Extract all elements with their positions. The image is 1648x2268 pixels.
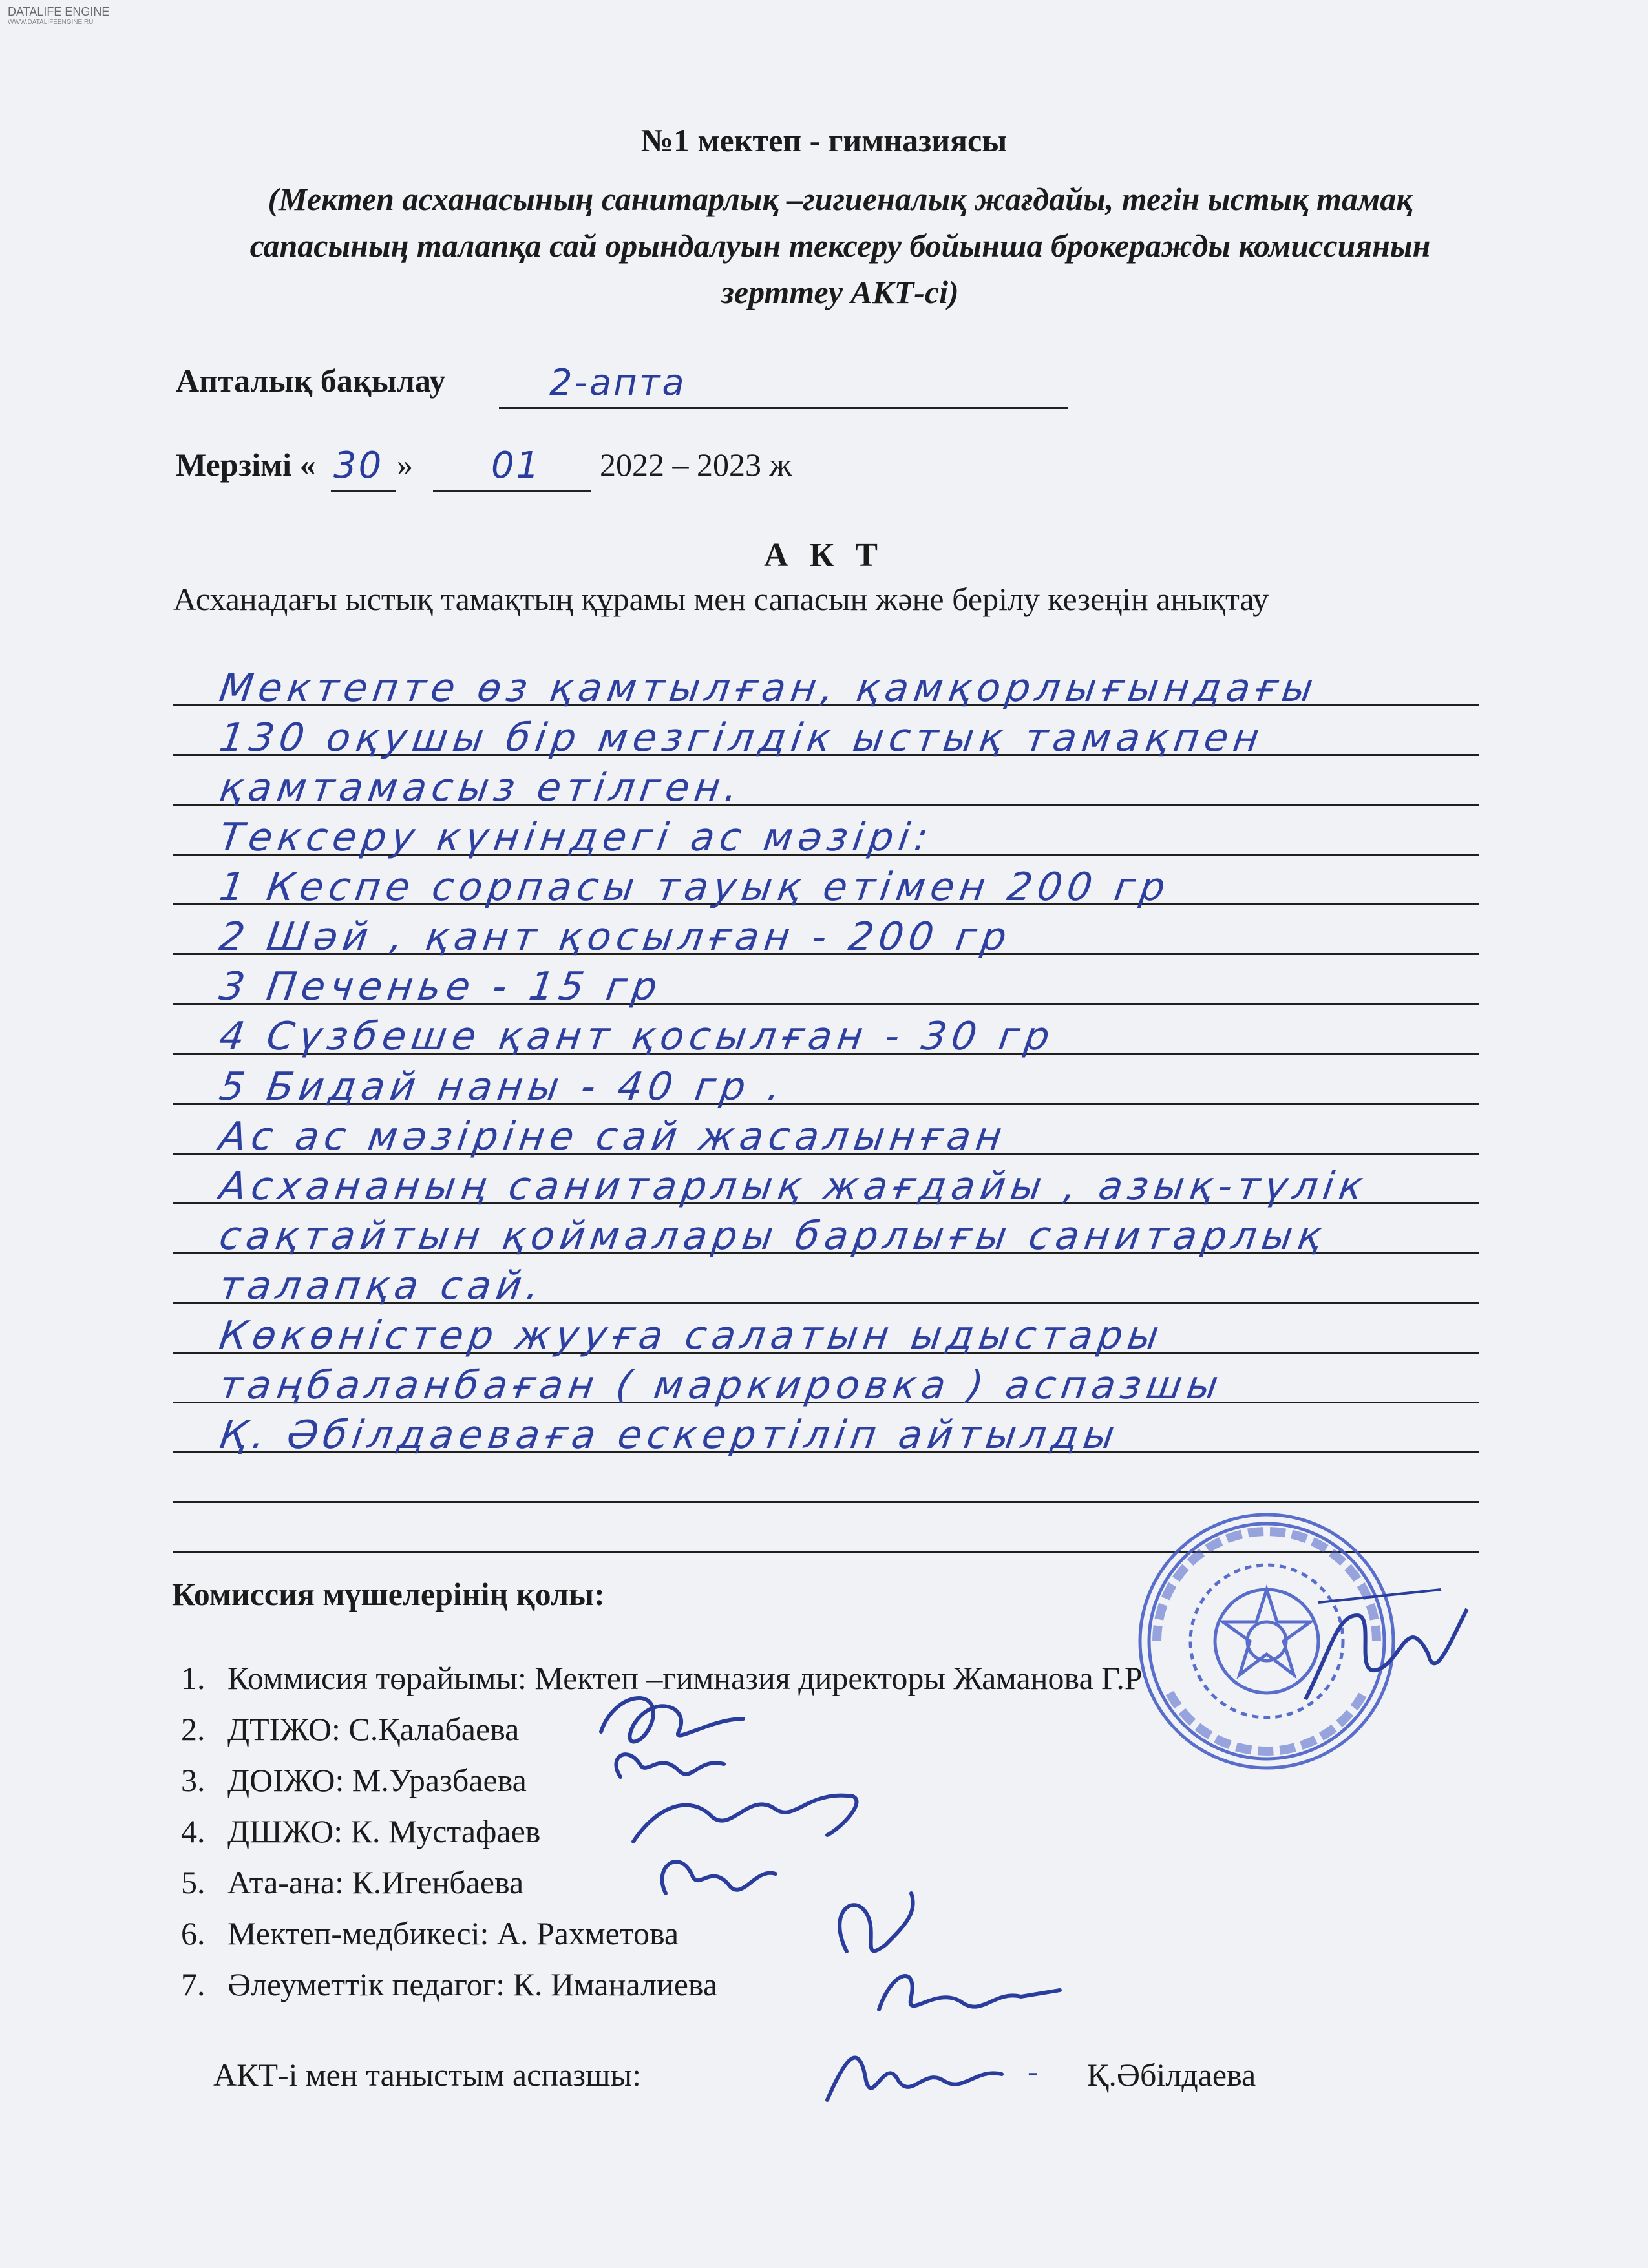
member-number: 3. [181,1762,206,1798]
pedagog-signature [866,1951,1073,2029]
signature-rakhmetova [840,1893,913,1951]
handwritten-line: Тексеру күніндегі ас мәзірі: [217,815,936,860]
cook-name: Қ.Әбілдаева [1087,2057,1256,2093]
member-number: 1. [181,1660,206,1696]
member-number: 2. [181,1711,206,1747]
member-text: ДОІЖО: М.Уразбаева [227,1762,527,1798]
cook-signature [814,2029,1021,2119]
member-text: Әлеуметтік педагог: К. Иманалиева [227,1966,718,2002]
handwritten-line: Ас ас мәзіріне сай жасалынған [217,1114,1010,1159]
member-text: Коммисия төрайымы: Мектеп –гимназия директоры Жаманова Г.Р [227,1660,1143,1696]
document-subtitle: (Мектеп асханасының санитарлық –гигиеналық жағдайы, тегін ыстық тамақ сапасының талапқа сай орындалуын тексеру бойынша брокеражды комиссиянын зерттеу АКТ-сі) [249,181,1431,310]
date-separator: » [397,446,413,483]
handwritten-line: қамтамасыз етілген. [217,765,746,810]
member-number: 4. [181,1813,206,1849]
member-number: 5. [181,1864,206,1900]
handwritten-line: 3 Печенье - 15 гр [217,964,665,1009]
member-text: Мектеп-медбикесі: А. Рахметова [227,1915,679,1951]
handwritten-line: сақтайтын қоймалары барлығы санитарлық [217,1213,1330,1259]
watermark-tagline: WWW.DATALIFEENGINE.RU [8,19,94,26]
member-text: ДТІЖО: С.Қалабаева [227,1711,520,1747]
commission-heading: Комиссия мүшелерінің қолы: [172,1576,605,1612]
member-number: 6. [181,1915,206,1951]
watermark [8,5,109,26]
handwritten-line: 5 Бидай наны - 40 гр . [217,1064,789,1109]
ack-dash: - [1028,2053,1039,2089]
date-month: 01 [491,445,542,487]
handwritten-line: Асхананың санитарлық жағдайы , азық-түлік [217,1164,1371,1209]
signature-kalabaeva [601,1698,743,1741]
act-description: Асханадағы ыстық тамақтың құрамы мен сапасын және берілу кезеңін анықтау [173,581,1269,617]
signature-urazbaeva [616,1754,724,1777]
signature-mustafaev [633,1796,856,1842]
weekly-label: Апталық бақылау [176,362,446,399]
member-text: ДШЖО: К. Мустафаев [227,1813,541,1849]
signature-igenbaeva [662,1862,776,1893]
date-year: 2022 – 2023 ж [600,446,792,483]
watermark-brand: DATALIFE ENGINE [8,5,110,18]
handwritten-line: 1 Кеспе сорпасы тауық етімен 200 гр [217,865,1174,910]
ack-label: АКТ-і мен таныстым аспазшы: [213,2057,641,2093]
member-text: Ата-ана: К.Игенбаева [227,1864,524,1900]
handwritten-line: таңбаланбаған ( маркировка ) аспазшы [217,1363,1227,1408]
handwritten-line: 2 Шәй , қант қосылған - 200 гр [217,914,1015,960]
ruled-line [173,1501,1479,1503]
handwritten-line: талапқа сай. [217,1263,547,1308]
handwritten-line: Қ. Әбілдаеваға ескертіліп айтылды [217,1412,1123,1458]
document-title: №1 мектеп - гимназиясы [640,122,1008,158]
member-number: 7. [181,1966,206,2002]
act-heading: А К Т [764,537,884,574]
handwritten-line: Мектепте өз қамтылған, қамқорлығындағы [217,666,1322,711]
handwritten-line: 4 Сүзбеше қант қосылған - 30 гр [217,1014,1058,1059]
date-day: 30 [333,445,384,487]
handwritten-line: Көкөністер жууға салатын ыдыстары [217,1313,1167,1358]
date-label: Мерзімі « [176,446,316,483]
chair-signature [1293,1577,1486,1732]
handwritten-line: 130 оқушы бір мезгілдік ыстық тамақпен [217,715,1267,761]
weekly-value: 2-апта [549,362,686,404]
